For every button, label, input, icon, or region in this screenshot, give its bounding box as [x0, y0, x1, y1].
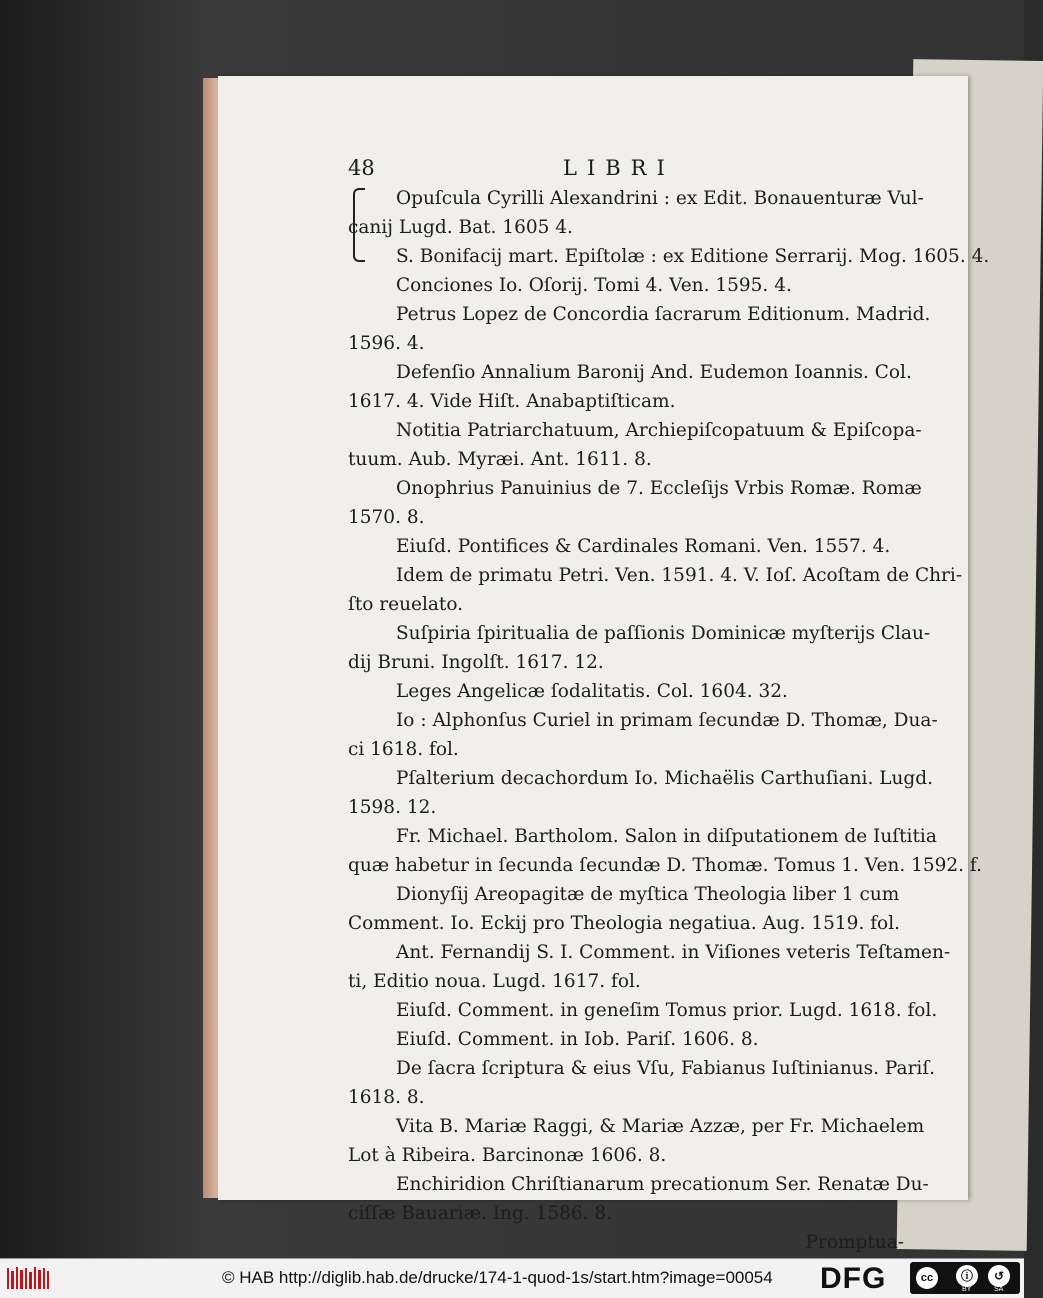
entry-continuation-line: canij Lugd. Bat. 1605 4.	[348, 217, 573, 238]
book-spines-icon[interactable]	[6, 1265, 50, 1291]
by-label: BY	[962, 1286, 972, 1293]
entry-line: Fr. Michael. Bartholom. Salon in diſputationem de Iuſtitia	[396, 826, 937, 847]
page-number: 48	[348, 156, 375, 180]
entry-line: Suſpiria ſpiritualia de paſſionis Dominicæ myſterijs Clau-	[396, 623, 931, 644]
entry-line: Notitia Patriarchatuum, Archiepiſcopatuum & Epiſcopa-	[396, 420, 922, 441]
entry-continuation-line: 1617. 4. Vide Hiſt. Anabaptiſticam.	[348, 391, 676, 412]
entry-line: Eiuſd. Pontifices & Cardinales Romani. Ven. 1557. 4.	[396, 536, 891, 557]
cc-license-badge[interactable]	[910, 1262, 1020, 1294]
entry-line: Io : Alphonſus Curiel in primam ſecundæ D. Thomæ, Dua-	[396, 710, 938, 731]
entry-line: S. Bonifacij mart. Epiſtolæ : ex Editione Serrarij. Mog. 1605. 4.	[396, 246, 990, 267]
entry-line: Conciones Io. Oſorij. Tomi 4. Ven. 1595. 4.	[396, 275, 792, 296]
entry-line: Pſalterium decachordum Io. Michaëlis Carthuſiani. Lugd.	[396, 768, 933, 789]
entry-line: Petrus Lopez de Concordia ſacrarum Editionum. Madrid.	[396, 304, 931, 325]
entry-continuation-line: ſto reuelato.	[348, 594, 464, 615]
catchword: Promptua-	[805, 1232, 904, 1253]
page-header	[348, 156, 908, 186]
entry-line: Ant. Fernandij S. I. Comment. in Viſiones veteris Teſtamen-	[396, 942, 951, 963]
entry-continuation-line: dij Bruni. Ingolſt. 1617. 12.	[348, 652, 604, 673]
entry-line: Opuſcula Cyrilli Alexandrini : ex Edit. Bonauenturæ Vul-	[396, 188, 924, 209]
copyright-link[interactable]: © HAB http://diglib.hab.de/drucke/174-1-quod-1s/start.htm?image=00054	[222, 1268, 773, 1287]
entry-line: De ſacra ſcriptura & eius Vſu, Fabianus Iuſtinianus. Pariſ.	[396, 1058, 936, 1079]
entry-continuation-line: ciſſæ Bauariæ. Ing. 1586. 8.	[348, 1203, 613, 1224]
sa-icon: ↺	[988, 1265, 1010, 1287]
entry-continuation-line: 1596. 4.	[348, 333, 425, 354]
entry-continuation-line: 1598. 12.	[348, 797, 437, 818]
entry-continuation-line: Comment. Io. Eckij pro Theologia negatiua. Aug. 1519. fol.	[348, 913, 900, 934]
entry-line: Eiuſd. Comment. in geneſim Tomus prior. Lugd. 1618. fol.	[396, 1000, 938, 1021]
entry-continuation-line: ci 1618. fol.	[348, 739, 459, 760]
entry-continuation-line: quæ habetur in ſecunda ſecundæ D. Thomæ. Tomus 1. Ven. 1592. f.	[348, 855, 983, 876]
entry-continuation-line: tuum. Aub. Myræi. Ant. 1611. 8.	[348, 449, 652, 470]
cc-icon: cc	[916, 1267, 938, 1289]
book-page	[218, 76, 990, 1253]
entry-line: Leges Angelicæ ſodalitatis. Col. 1604. 32.	[396, 681, 788, 702]
entry-line: Vita B. Mariæ Raggi, & Mariæ Azzæ, per Fr. Michaelem	[396, 1116, 925, 1137]
entry-line: Eiuſd. Comment. in Iob. Pariſ. 1606. 8.	[396, 1029, 759, 1050]
by-icon: ⓘ	[956, 1265, 978, 1287]
entry-line: Defenſio Annalium Baronij And. Eudemon Ioannis. Col.	[396, 362, 912, 383]
entry-continuation-line: 1570. 8.	[348, 507, 425, 528]
viewer-footer	[0, 1258, 1024, 1298]
sa-label: SA	[994, 1286, 1004, 1293]
catalogue-entries	[348, 184, 990, 1257]
dfg-logo: DFG	[820, 1262, 887, 1295]
entry-continuation-line: 1618. 8.	[348, 1087, 425, 1108]
entry-line: Idem de primatu Petri. Ven. 1591. 4. V. Ioſ. Acoſtam de Chri-	[396, 565, 963, 586]
entry-line: Onophrius Panuinius de 7. Eccleſijs Vrbis Romæ. Romæ	[396, 478, 922, 499]
running-title: LIBRI	[563, 156, 675, 180]
entry-continuation-line: ti, Editio noua. Lugd. 1617. fol.	[348, 971, 641, 992]
entry-line: Dionyſij Areopagitæ de myſtica Theologia liber 1 cum	[396, 884, 900, 905]
entry-continuation-line: Lot à Ribeira. Barcinonæ 1606. 8.	[348, 1145, 667, 1166]
entry-line: Enchiridion Chriſtianarum precationum Ser. Renatæ Du-	[396, 1174, 929, 1195]
